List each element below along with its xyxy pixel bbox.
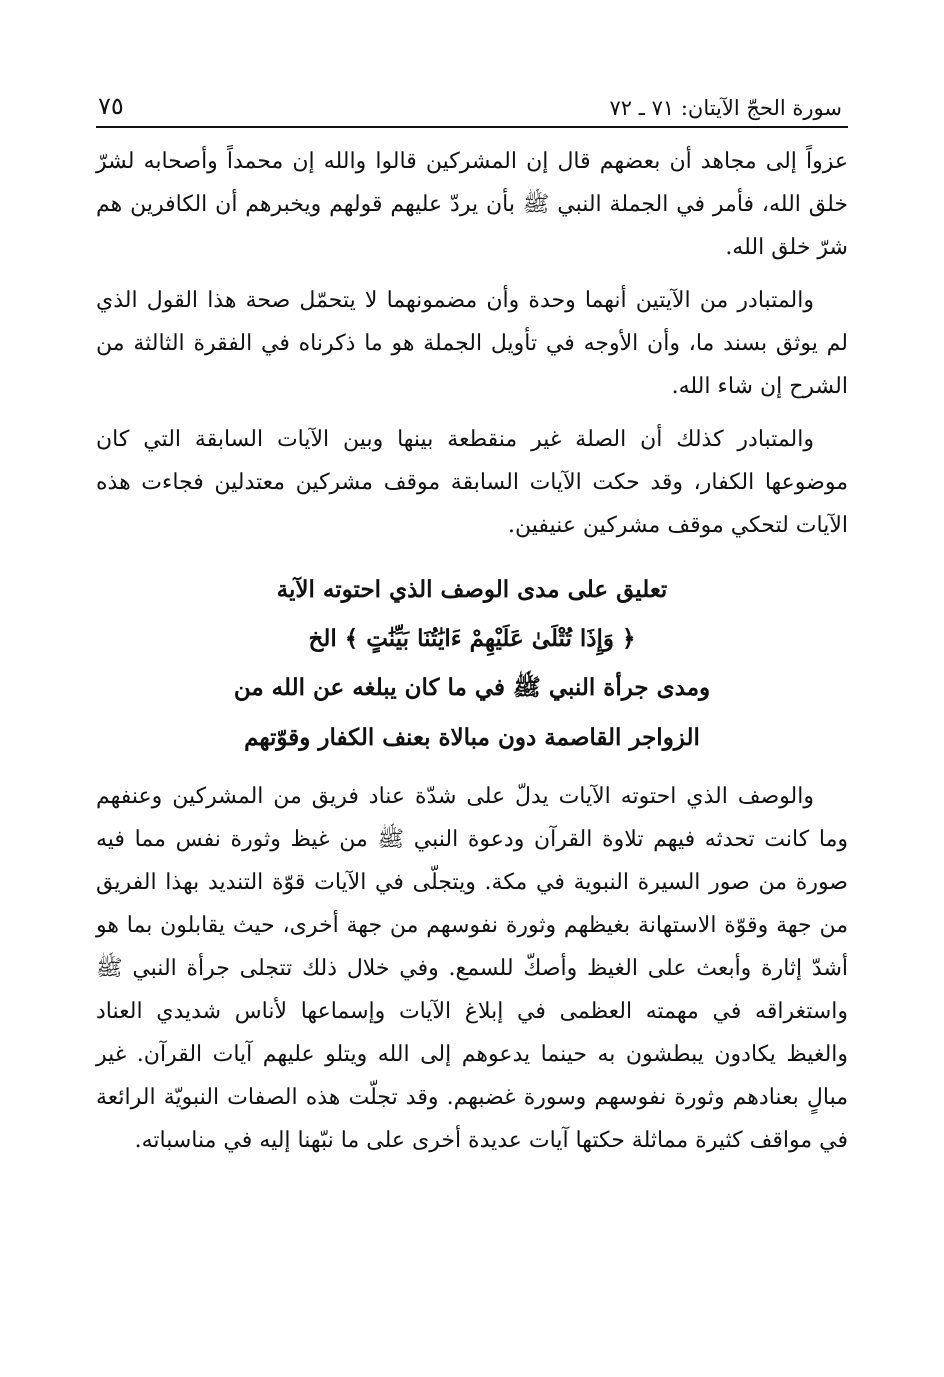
text-line: الذي لم يوثق بسند ما، وأن الأوجه في تأويل الجملة هو ما ذكرناه في الفقرة الثالثة [96,288,848,356]
section-heading-line-4: الزواجر القاصمة دون مبالاة بعنف الكفار وقوّتهم [244,724,700,751]
text-line: تتجلى جرأة النبي ﷺ واستغراقه في مهمته العظمى في إبلاغ الآيات وإسماعها [96,956,849,1024]
book-page [96,84,848,1162]
text-line: والمتبادر كذلك أن الصلة غير منقطعة بينها وبين الآيات السابقة التي كان [96,427,814,452]
text-line: خلق الله، فأمر في الجملة النبي ﷺ بأن يردّ عليهم قولهم ويخبرهم أن الكافرين هم [96,192,848,217]
text-line: موضوعها الكفار، وقد حكت الآيات السابقة موقف مشركين معتدلين فجاءت هذه [96,470,848,495]
text-line: والوصف الذي احتوته الآيات يدلّ على شدّة عناد فريق من المشركين [172,784,814,809]
section-heading-line-3: ومدى جرأة النبي ﷺ في ما كان يبلغه عن الله من [233,674,711,701]
text-line: وعنفهم وما كانت تحدثه فيهم تلاوة القرآن ودعوة النبي ﷺ من غيظ وثورة نفس [96,784,848,852]
section-heading [96,565,848,763]
page-number: ٧٥ [98,92,124,120]
text-line: مما فيه صورة من صور السيرة النبوية في مكة. ويتجلّى في الآيات قوّة التنديد بهذا [96,827,848,895]
quran-verse-quote: ﴿ وَإِذَا تُتْلَىٰ عَلَيْهِمْ ءَايَٰتُنَا بَيِّنَٰتٍ ﴾ الخ [308,625,636,652]
paragraph-1 [96,140,848,269]
text-line: شرّ خلق الله. [725,235,848,260]
paragraph-3 [96,418,848,547]
section-heading-line-1: تعليق على مدى الوصف الذي احتوته الآية [276,576,668,603]
text-line: من الشرح إن شاء الله. [96,331,848,399]
text-line: عزواً إلى مجاهد أن بعضهم قال إن المشركين قالوا والله إن محمداً وأصحابه لشرّ [96,149,848,174]
text-line: ما نبّهنا إليه في مناسباته. [134,1128,360,1153]
text-line: الآيات لتحكي موقف مشركين عنيفين. [508,513,848,538]
running-title: سورة الحجّ الآيتان: ٧١ ـ ٧٢ [609,96,842,120]
text-line: الفريق من جهة وقوّة الاستهانة بغيظهم وثورة نفوسهم من جهة أخرى، حيث [96,870,848,938]
paragraph-2 [96,279,848,408]
text-line: والمتبادر من الآيتين أنهما وحدة وأن مضمونهما لا يتحمّل صحة هذا القول [146,288,814,313]
header-rule [96,126,848,128]
paragraph-4 [96,775,848,1162]
text-line: لأناس شديدي العناد والغيظ يكادون يبطشون به حينما يدعوهم إلى الله ويتلو [96,999,849,1067]
text-line: هذه الصفات النبويّة الرائعة في مواقف كثيرة مماثلة حكتها آيات عديدة أخرى على [96,1085,848,1153]
text-line: يقابلون بما هو أشدّ إثارة وأبعث على الغيظ وأصكّ للسمع. وفي خلال ذلك [96,913,848,981]
page-header [96,84,848,120]
text-line: عليهم آيات القرآن. غير مبالٍ بعنادهم وثورة نفوسهم وسورة غضبهم. وقد تجلّت [96,1042,848,1110]
